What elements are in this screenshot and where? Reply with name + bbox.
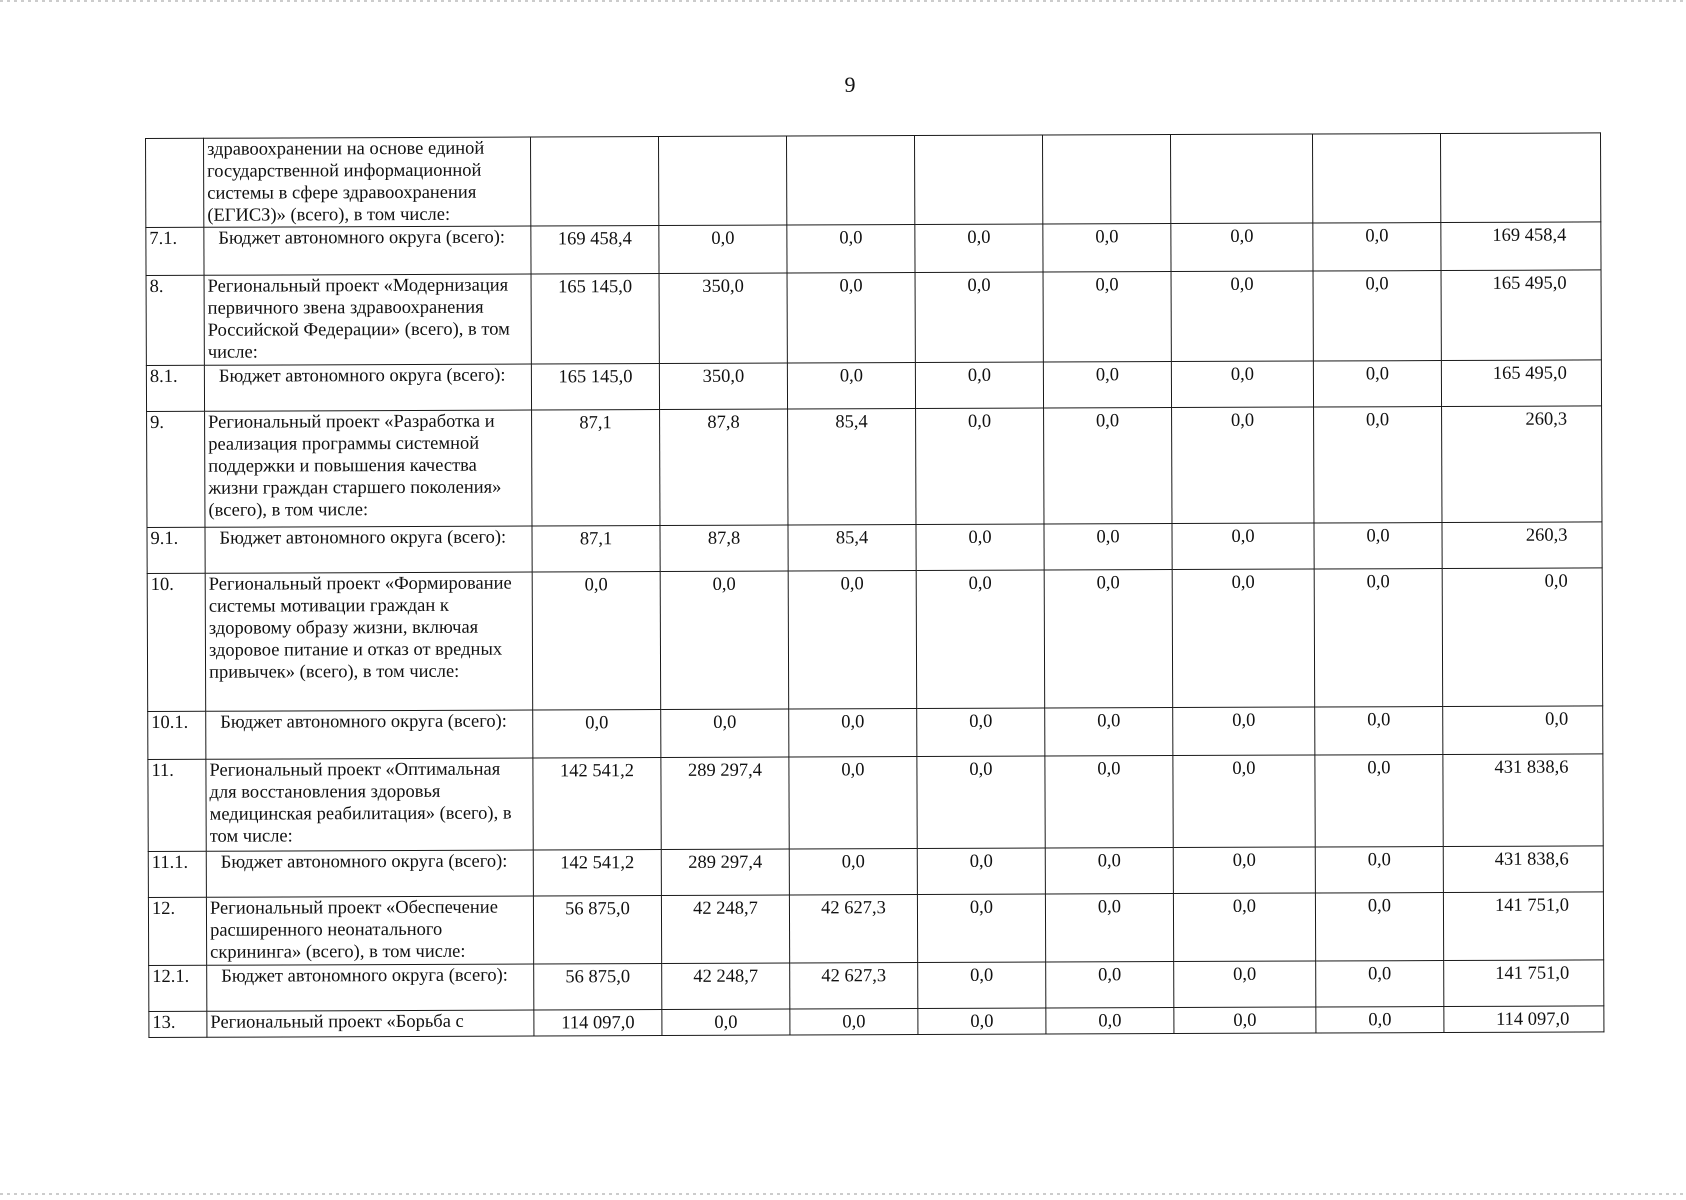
funding-value-year-7: 0,0 xyxy=(1314,407,1442,523)
funding-table xyxy=(145,132,1604,1038)
funding-value-year-3: 0,0 xyxy=(787,225,915,273)
funding-value-year-3: 0,0 xyxy=(787,273,915,363)
funding-value-year-1: 142 541,2 xyxy=(533,758,661,850)
funding-value-year-3: 0,0 xyxy=(790,1009,918,1035)
funding-value-year-7: 0,0 xyxy=(1314,569,1443,707)
row-description: здравоохранении на основе единой государственной информационной системы в сфере здравоохранения (ЕГИСЗ)» (всего), в том числе: xyxy=(204,137,531,227)
funding-value-year-6: 0,0 xyxy=(1171,271,1313,362)
funding-value-year-5: 0,0 xyxy=(1043,224,1171,272)
funding-total: 0,0 xyxy=(1442,568,1603,707)
row-number: 12.1. xyxy=(149,965,207,1011)
funding-value-year-7: 0,0 xyxy=(1313,271,1441,361)
funding-value-year-6: 0,0 xyxy=(1171,361,1313,408)
funding-value-year-1: 114 097,0 xyxy=(534,1010,662,1036)
funding-value-year-4: 0,0 xyxy=(917,708,1045,756)
funding-value-year-6: 0,0 xyxy=(1172,407,1314,524)
funding-value-year-4: 0,0 xyxy=(916,570,1045,708)
row-number: 11. xyxy=(148,759,206,851)
funding-value-year-4 xyxy=(914,135,1042,224)
funding-value-year-7: 0,0 xyxy=(1315,755,1443,847)
funding-value-year-5: 0,0 xyxy=(1043,362,1171,408)
funding-value-year-1: 142 541,2 xyxy=(533,850,661,896)
funding-value-year-4: 0,0 xyxy=(918,1008,1046,1034)
funding-value-year-1: 169 458,4 xyxy=(531,226,659,274)
funding-value-year-3 xyxy=(786,136,914,225)
funding-value-year-7: 0,0 xyxy=(1313,361,1441,407)
table-row xyxy=(146,270,1601,366)
funding-value-year-6: 0,0 xyxy=(1173,707,1315,756)
funding-value-year-7: 0,0 xyxy=(1315,847,1443,893)
funding-value-year-3: 42 627,3 xyxy=(790,963,918,1009)
funding-value-year-5: 0,0 xyxy=(1045,894,1173,962)
table-row xyxy=(146,133,1601,228)
funding-total: 114 097,0 xyxy=(1444,1006,1604,1033)
funding-value-year-4: 0,0 xyxy=(917,756,1045,848)
table-row xyxy=(148,892,1603,966)
funding-value-year-2: 87,8 xyxy=(660,409,788,525)
funding-total: 141 751,0 xyxy=(1443,892,1603,961)
table-row xyxy=(147,568,1603,712)
funding-value-year-2: 350,0 xyxy=(659,363,787,409)
funding-value-year-2: 289 297,4 xyxy=(661,757,789,849)
funding-value-year-2: 0,0 xyxy=(661,709,789,757)
row-number: 7.1. xyxy=(146,227,204,275)
funding-value-year-6: 0,0 xyxy=(1172,523,1314,570)
funding-value-year-1 xyxy=(530,137,658,226)
funding-value-year-2: 87,8 xyxy=(660,525,788,571)
funding-value-year-6: 0,0 xyxy=(1173,847,1315,894)
row-number: 8. xyxy=(146,275,204,365)
funding-value-year-2 xyxy=(658,136,786,225)
funding-value-year-1: 56 875,0 xyxy=(533,896,661,964)
funding-value-year-2: 42 248,7 xyxy=(662,963,790,1009)
funding-value-year-3: 0,0 xyxy=(789,757,917,849)
funding-total: 431 838,6 xyxy=(1443,754,1603,847)
funding-value-year-2: 289 297,4 xyxy=(661,849,789,895)
funding-value-year-6 xyxy=(1170,134,1312,224)
funding-value-year-5: 0,0 xyxy=(1044,524,1172,570)
funding-total: 165 495,0 xyxy=(1441,270,1601,361)
funding-value-year-5: 0,0 xyxy=(1044,570,1173,708)
funding-value-year-7: 0,0 xyxy=(1316,1007,1444,1033)
page-number: 9 xyxy=(844,72,856,97)
row-number: 8.1. xyxy=(146,365,204,411)
funding-value-year-2: 0,0 xyxy=(662,1009,790,1035)
row-number xyxy=(146,138,204,227)
funding-value-year-1: 0,0 xyxy=(532,572,661,710)
funding-value-year-2: 42 248,7 xyxy=(661,895,789,963)
funding-value-year-4: 0,0 xyxy=(915,272,1043,362)
funding-value-year-5: 0,0 xyxy=(1045,708,1173,756)
funding-value-year-7: 0,0 xyxy=(1316,961,1444,1007)
funding-table-body xyxy=(146,133,1604,1038)
funding-value-year-5: 0,0 xyxy=(1044,408,1172,524)
funding-value-year-2: 0,0 xyxy=(659,225,787,273)
row-number: 13. xyxy=(149,1011,207,1037)
funding-value-year-3: 85,4 xyxy=(788,409,916,525)
row-description: Бюджет автономного округа (всего): xyxy=(205,526,532,573)
funding-value-year-1: 87,1 xyxy=(532,410,660,526)
row-description: Региональный проект «Модернизация первичного звена здравоохранения Российской Федерации» (всего), в том числе: xyxy=(204,274,531,365)
funding-value-year-3: 0,0 xyxy=(789,849,917,895)
funding-value-year-1: 165 145,0 xyxy=(531,274,659,364)
funding-value-year-7 xyxy=(1312,134,1440,223)
table-row xyxy=(146,222,1601,276)
funding-value-year-5: 0,0 xyxy=(1046,962,1174,1008)
row-description: Бюджет автономного округа (всего): xyxy=(204,226,531,275)
row-number: 10. xyxy=(147,573,206,711)
row-description: Бюджет автономного округа (всего): xyxy=(206,850,533,897)
funding-value-year-5: 0,0 xyxy=(1043,272,1171,362)
funding-value-year-3: 85,4 xyxy=(788,525,916,571)
funding-value-year-3: 42 627,3 xyxy=(789,895,917,963)
funding-value-year-4: 0,0 xyxy=(915,362,1043,408)
funding-value-year-6: 0,0 xyxy=(1173,755,1315,848)
row-number: 10.1. xyxy=(148,711,206,759)
funding-value-year-5: 0,0 xyxy=(1045,848,1173,894)
funding-value-year-7: 0,0 xyxy=(1315,707,1443,755)
row-number: 11.1. xyxy=(148,851,206,897)
scan-edge-top xyxy=(0,0,1686,2)
funding-value-year-4: 0,0 xyxy=(916,408,1044,524)
funding-value-year-5: 0,0 xyxy=(1046,1008,1174,1034)
funding-value-year-7: 0,0 xyxy=(1314,523,1442,569)
funding-value-year-4: 0,0 xyxy=(915,224,1043,272)
funding-value-year-7: 0,0 xyxy=(1315,893,1443,961)
funding-value-year-1: 56 875,0 xyxy=(534,964,662,1010)
funding-value-year-1: 87,1 xyxy=(532,526,660,572)
row-description: Региональный проект «Формирование системы мотивации граждан к здоровому образу жизни, включая здоровое питание и отказ от вредных привычек» (всего), в том числе: xyxy=(205,572,533,711)
funding-value-year-2: 0,0 xyxy=(660,571,789,709)
funding-value-year-6: 0,0 xyxy=(1174,1007,1316,1034)
funding-value-year-7: 0,0 xyxy=(1313,223,1441,271)
funding-value-year-4: 0,0 xyxy=(917,848,1045,894)
funding-value-year-6: 0,0 xyxy=(1173,893,1315,962)
table-row xyxy=(147,406,1602,528)
row-description: Региональный проект «Оптимальная для восстановления здоровья медицинская реабилитация» (всего), в том числе: xyxy=(206,758,533,851)
funding-value-year-1: 165 145,0 xyxy=(531,364,659,410)
table-row xyxy=(146,360,1601,412)
funding-value-year-2: 350,0 xyxy=(659,273,787,363)
funding-value-year-5 xyxy=(1042,135,1170,224)
row-description: Региональный проект «Разработка и реализация программы системной поддержки и повышения качества жизни граждан старшего поколения» (всего), в том числе: xyxy=(205,410,532,527)
funding-total: 141 751,0 xyxy=(1444,960,1604,1007)
row-description: Бюджет автономного округа (всего): xyxy=(207,964,534,1011)
row-number: 9.1. xyxy=(147,527,205,573)
table-row xyxy=(148,846,1603,898)
funding-total: 260,3 xyxy=(1442,406,1602,523)
funding-value-year-6: 0,0 xyxy=(1171,223,1313,272)
funding-value-year-3: 0,0 xyxy=(787,363,915,409)
table-row xyxy=(149,960,1604,1012)
funding-value-year-4: 0,0 xyxy=(916,524,1044,570)
table-row xyxy=(148,754,1603,852)
table-row xyxy=(147,522,1602,574)
funding-total: 431 838,6 xyxy=(1443,846,1603,893)
funding-total: 165 495,0 xyxy=(1441,360,1601,407)
scan-edge-bottom xyxy=(0,1193,1686,1195)
row-number: 9. xyxy=(147,411,205,527)
funding-value-year-5: 0,0 xyxy=(1045,756,1173,848)
funding-value-year-3: 0,0 xyxy=(788,571,917,709)
funding-value-year-4: 0,0 xyxy=(917,894,1045,962)
funding-total xyxy=(1440,133,1600,223)
row-description: Бюджет автономного округа (всего): xyxy=(206,710,533,759)
row-description: Региональный проект «Борьба с xyxy=(207,1010,534,1037)
funding-value-year-6: 0,0 xyxy=(1174,961,1316,1008)
row-description: Бюджет автономного округа (всего): xyxy=(204,364,531,411)
funding-total: 169 458,4 xyxy=(1441,222,1601,271)
funding-value-year-6: 0,0 xyxy=(1172,569,1315,708)
funding-value-year-3: 0,0 xyxy=(789,709,917,757)
table-row xyxy=(148,706,1603,760)
table-row xyxy=(149,1006,1604,1038)
funding-total: 0,0 xyxy=(1443,706,1603,755)
row-number: 12. xyxy=(148,897,206,965)
row-description: Региональный проект «Обеспечение расширенного неонатального скрининга» (всего), в том числе: xyxy=(206,896,533,965)
funding-value-year-1: 0,0 xyxy=(533,710,661,758)
funding-total: 260,3 xyxy=(1442,522,1602,569)
funding-value-year-4: 0,0 xyxy=(918,962,1046,1008)
